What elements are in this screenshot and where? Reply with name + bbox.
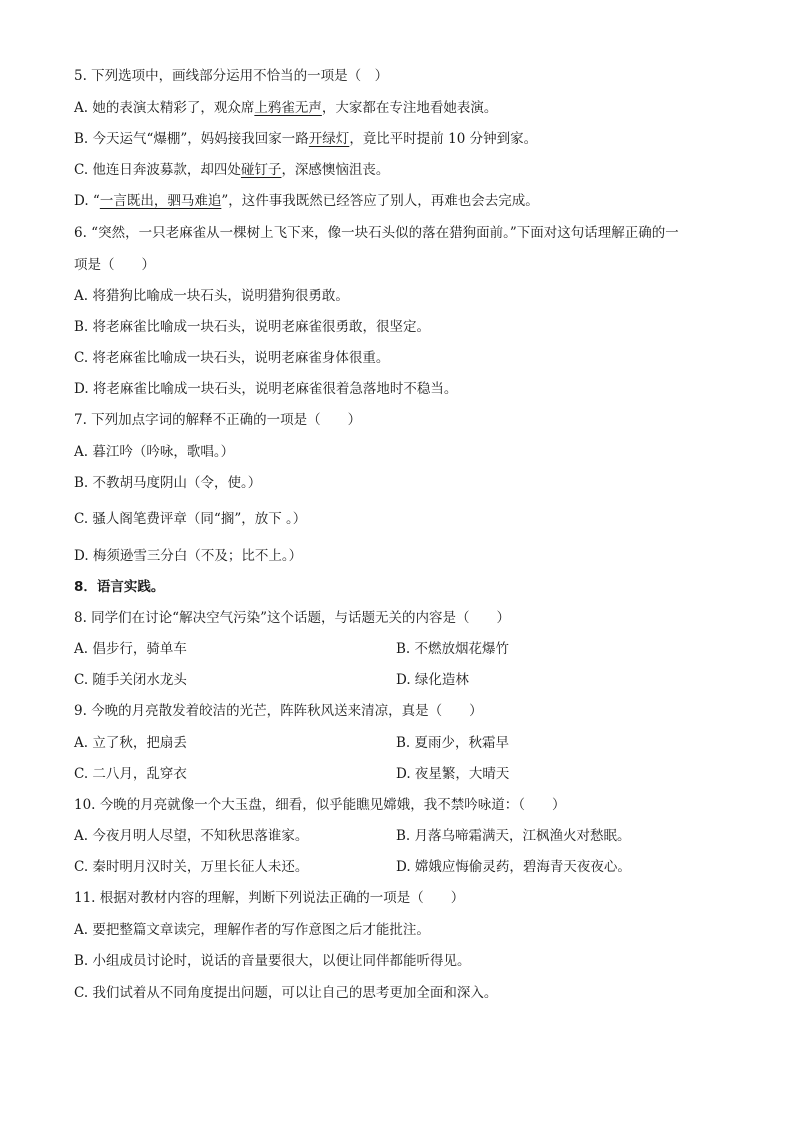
q10-option-c: C. 秦时明月汉时关，万里长征人未还。 <box>74 859 309 875</box>
q5-option-a-underline: 上鸦雀无声 <box>254 100 322 116</box>
q8-option-c: C. 随手关闭水龙头 <box>74 672 187 688</box>
q8-stem: 8. 同学们在讨论“解决空气污染”这个话题，与话题无关的内容是（ ） <box>74 610 510 626</box>
q5-option-d-underline: 一言既出，驷马难追 <box>99 193 222 209</box>
q9-option-a: A. 立了秋，把扇丢 <box>74 735 187 751</box>
q11-option-c: C. 我们试着从不同角度提出问题，可以让自己的思考更加全面和深入。 <box>74 985 498 1001</box>
q5-option-c: C. 他连日奔波募款，却四处碰钉子，深感懊恼沮丧。 <box>74 162 390 178</box>
q7-option-c: C. 骚人阁笔费评章（同“搁”，放下 。） <box>74 511 307 527</box>
section-8-title: 8．语言实践。 <box>74 579 165 595</box>
q5-option-c-underline: 碰钉子 <box>240 162 282 178</box>
q9-option-b: B. 夏雨少，秋霜早 <box>396 735 510 751</box>
q5-option-d: D. “一言既出，驷马难追”，这件事我既然已经答应了别人，再难也会去完成。 <box>74 193 539 209</box>
q10-stem: 10. 今晚的月亮就像一个大玉盘，细看，似乎能瞧见嫦娥，我不禁吟咏道：（ ） <box>74 797 566 813</box>
q10-option-b: B. 月落乌啼霜满天，江枫渔火对愁眠。 <box>396 828 631 844</box>
q6-stem-line2: 项是（ ） <box>74 257 155 273</box>
q5-option-b: B. 今天运气“爆棚”，妈妈接我回家一路开绿灯，竟比平时提前 10 分钟到家。 <box>74 131 538 147</box>
q11-option-b: B. 小组成员讨论时，说话的音量要很大，以便让同伴都能听得见。 <box>74 953 471 969</box>
q11-option-a: A. 要把整篇文章读完，理解作者的写作意图之后才能批注。 <box>74 922 430 938</box>
q9-option-c: C. 二八月，乱穿衣 <box>74 766 187 782</box>
q10-option-a: A. 今夜月明人尽望，不知秋思落谁家。 <box>74 828 309 844</box>
q9-option-d: D. 夜星繁，大晴天 <box>396 766 510 782</box>
q10-option-d: D. 嫦娥应悔偷灵药，碧海青天夜夜心。 <box>396 859 631 875</box>
q7-option-b: B. 不教胡马度阴山（令，使。） <box>74 475 262 491</box>
q5-option-b-underline: 开绿灯 <box>308 131 350 147</box>
q6-option-a: A. 将猎狗比喻成一块石头，说明猎狗很勇敢。 <box>74 288 349 304</box>
q5-option-a: A. 她的表演太精彩了，观众席上鸦雀无声，大家都在专注地看她表演。 <box>74 100 498 116</box>
q8-option-b: B. 不燃放烟花爆竹 <box>396 641 510 657</box>
q6-option-d: D. 将老麻雀比喻成一块石头，说明老麻雀很着急落地时不稳当。 <box>74 381 458 397</box>
q7-option-a: A. 暮江吟（吟咏，歌唱。） <box>74 444 235 460</box>
q9-stem: 9. 今晚的月亮散发着皎洁的光芒，阵阵秋风送来清凉，真是（ ） <box>74 703 483 719</box>
q6-stem-line1: 6. “突然，一只老麻雀从一棵树上飞下来，像一块石头似的落在猎狗面前。”下面对这句话理解正确的一 <box>74 225 679 241</box>
q11-stem: 11. 根据对教材内容的理解，判断下列说法正确的一项是（ ） <box>74 890 465 906</box>
q8-option-d: D. 绿化造林 <box>396 672 469 688</box>
q6-option-c: C. 将老麻雀比喻成一块石头，说明老麻雀身体很重。 <box>74 350 390 366</box>
q6-option-b: B. 将老麻雀比喻成一块石头，说明老麻雀很勇敢，很坚定。 <box>74 319 431 335</box>
q5-stem: 5. 下列选项中，画线部分运用不恰当的一项是（ ） <box>74 68 389 84</box>
q7-stem: 7. 下列加点字词的解释不正确的一项是（ ） <box>74 412 362 428</box>
q8-option-a: A. 倡步行，骑单车 <box>74 641 187 657</box>
q7-option-d: D. 梅须逊雪三分白（不及；比不上。） <box>74 548 303 564</box>
